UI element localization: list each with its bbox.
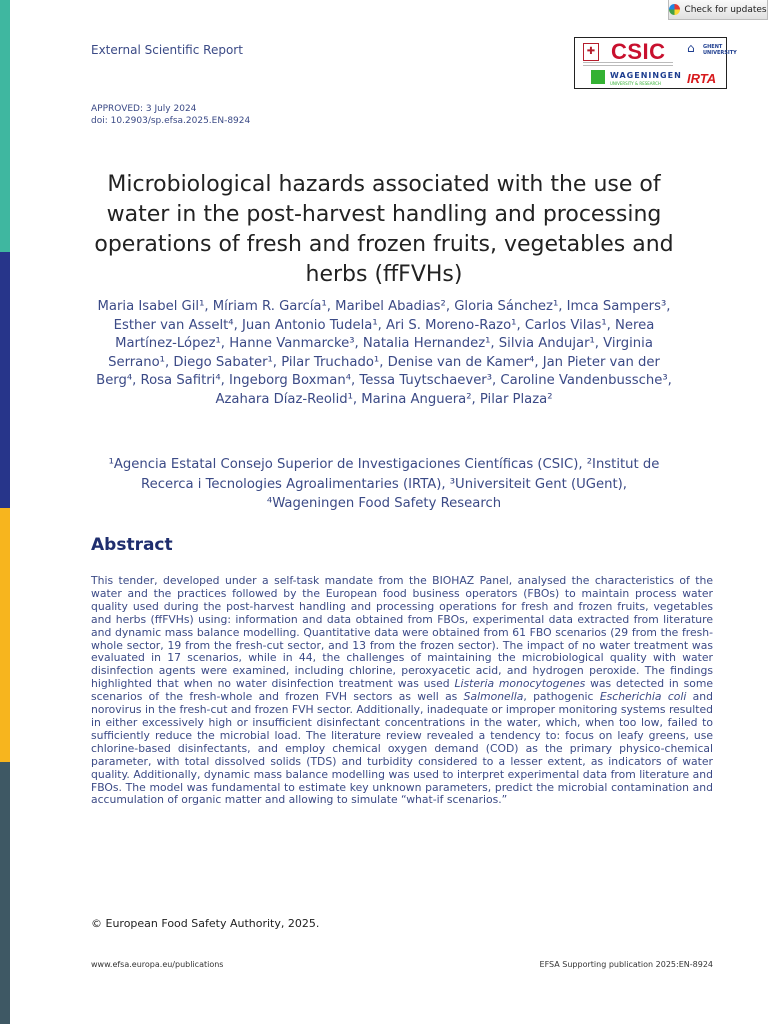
footer-url[interactable]: www.efsa.europa.eu/publications bbox=[91, 960, 224, 969]
approval-block bbox=[91, 103, 250, 127]
check-for-updates-button[interactable] bbox=[668, 0, 768, 20]
ghent-logo: GHENT UNIVERSITY bbox=[703, 44, 737, 56]
abstract-part-2: was detected in some scenarios of the fresh-whole and frozen FVH sectors as well as bbox=[91, 677, 713, 704]
partner-logos bbox=[574, 37, 737, 89]
side-bar-navy bbox=[0, 252, 10, 508]
ghent-building-icon: ⌂ bbox=[687, 41, 695, 55]
csic-divider bbox=[583, 62, 673, 66]
crossmark-icon bbox=[669, 4, 680, 15]
abstract-salmonella: Salmonella bbox=[463, 690, 524, 704]
check-for-updates-label: Check for updates bbox=[684, 4, 767, 15]
report-type: External Scientific Report bbox=[91, 43, 243, 57]
side-bar-slate bbox=[0, 762, 10, 1024]
copyright: © European Food Safety Authority, 2025. bbox=[91, 917, 320, 930]
csic-seal-icon: ✚ bbox=[583, 43, 599, 61]
footer-publication-id: EFSA Supporting publication 2025:EN-8924 bbox=[539, 960, 713, 969]
csic-logo: CSIC bbox=[611, 39, 666, 64]
abstract-ecoli: Escherichia coli bbox=[599, 690, 687, 704]
side-bar-yellow bbox=[0, 508, 10, 762]
page-title: Microbiological hazards associated with the use of water in the post-harvest handling and processing operations of fresh and frozen fruits, vegetables and herbs (ffFVHs) bbox=[94, 172, 674, 287]
wageningen-sub: UNIVERSITY & RESEARCH bbox=[610, 81, 661, 86]
abstract-part-3: , pathogenic bbox=[523, 690, 600, 704]
affiliations: ¹Agencia Estatal Consejo Superior de Investigaciones Científicas (CSIC), ²Institut de Recerca i Tecnologies Agroalimentaries (IRTA), ³Universiteit Gent (UGent), ⁴Wageningen Food Safety Research bbox=[108, 457, 660, 511]
abstract-heading: Abstract bbox=[91, 535, 173, 555]
abstract-listeria: Listeria monocytogenes bbox=[454, 677, 586, 691]
side-bar-teal bbox=[0, 0, 10, 252]
irta-logo: IRTA bbox=[687, 71, 717, 86]
wageningen-logo: WAGENINGEN bbox=[610, 71, 682, 80]
abstract-text bbox=[91, 575, 713, 807]
abstract-part-1: This tender, developed under a self-task mandate from the BIOHAZ Panel, analysed the characteristics of the water and the practices followed by the European food business operators (FBOs) to maintain process water quality used during the post-harvest handling and processing operations for fresh and frozen fruits, vegetables and herbs (ffFVHs) using: information and data obtained from FBOs, experimental data extracted from literature and dynamic mass balance modelling. Quantitative data were obtained from 61 FBO scenarios (29 from the fresh-whole sector, 19 from the fresh-cut sector, and 13 from the frozen sector). The impact of no water treatment was evaluated in 17 scenarios, while in 44, the challenges of maintaining the microbiological quality with water disinfection agents were examined, including chlorine, peroxyacetic acid, and hydrogen peroxide. The findings highlighted that when no water disinfection treatment was used bbox=[91, 574, 713, 691]
wageningen-icon bbox=[591, 70, 605, 84]
authors: Maria Isabel Gil¹, Míriam R. García¹, Maribel Abadias², Gloria Sánchez¹, Imca Sampers³, Esther van Asselt⁴, Juan Antonio Tudela¹, Ari S. Moreno-Razo¹, Carlos Vilas¹, Nerea Martínez-López¹, Hanne Vanmarcke³, Natalia Hernandez¹, Silvia Andujar¹, Virginia Serrano¹, Diego Sabater¹, Pilar Truchado¹, Denise van de Kamer⁴, Jan Pieter van der Berg⁴, Rosa Safitri⁴, Ingeborg Boxman⁴, Tessa Tuytschaever³, Caroline Vandenbussche³, Azahara Díaz-Reolid¹, Marina Anguera², Pilar Plaza² bbox=[96, 299, 672, 407]
doi[interactable]: doi: 10.2903/sp.efsa.2025.EN-8924 bbox=[91, 116, 251, 126]
abstract-part-4: and norovirus in the fresh-cut and frozen FVH sector. Additionally, inadequate or improper monitoring systems resulted in either excessively high or insufficient disinfectant concentrations in the water, which, when too low, failed to sufficiently reduce the microbial load. The literature review revealed a tendency to: focus on leafy greens, use chlorine-based disinfectants, and employ chemical oxygen demand (COD) as the primary physico-chemical parameter, with total dissolved solids (TDS) and turbidity considered to a lesser extent, as indicators of water quality. Additionally, dynamic mass balance modelling was used to interpret experimental data from literature and FBOs. The model was fundamental to estimate key unknown parameters, predict the microbial contamination and accumulation of organic matter and allowing to simulate “what-if scenarios.” bbox=[91, 690, 713, 807]
approved-date: APPROVED: 3 July 2024 bbox=[91, 104, 197, 114]
